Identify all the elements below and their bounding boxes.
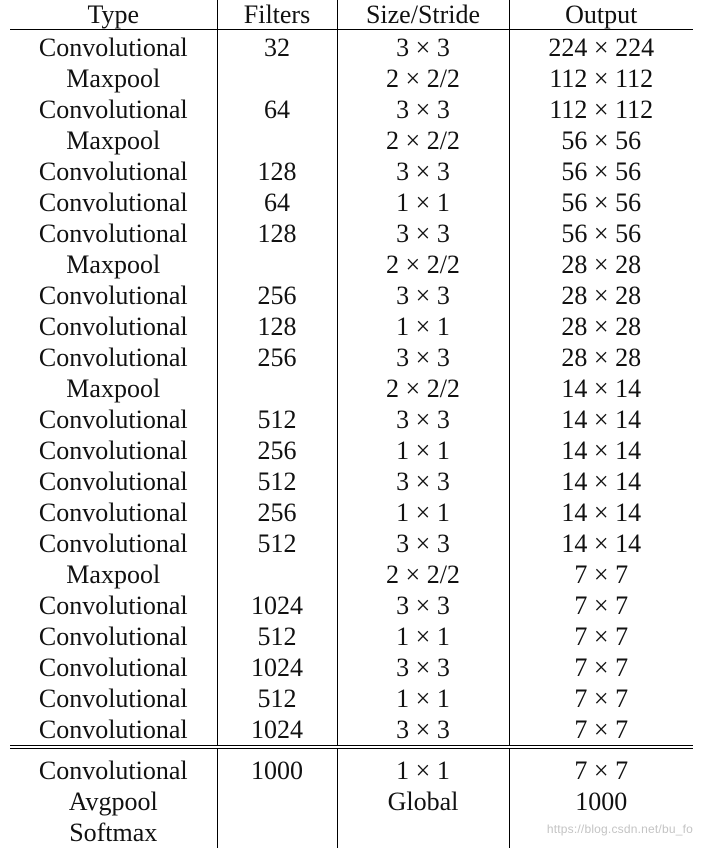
cell-type: Convolutional [38,405,188,434]
cell-type: Maxpool [66,374,161,403]
cell-type: Convolutional [38,188,188,217]
table-row [10,280,693,311]
header-output: Output [509,0,693,30]
watermark-text: https://blog.csdn.net/bu_fo [546,822,693,836]
table-row [10,714,693,747]
table-row [10,218,693,249]
cell-type: Convolutional [38,684,188,713]
cell-filters: 512 [217,404,337,435]
cell-output: 14 × 14 [509,404,693,435]
table-row [10,156,693,187]
cell-output: 14 × 14 [509,435,693,466]
cell-output: 28 × 28 [509,342,693,373]
cell-filters: 128 [217,218,337,249]
table-body-main [10,30,693,748]
cell-output: 56 × 56 [509,187,693,218]
cell-output: 14 × 14 [509,373,693,404]
cell-size-stride: 3 × 3 [337,714,509,747]
table-row [10,435,693,466]
cell-size-stride [337,817,509,848]
cell-type: Convolutional [38,529,188,558]
architecture-table [10,0,693,848]
cell-size-stride: 1 × 1 [337,497,509,528]
cell-output: 7 × 7 [509,559,693,590]
cell-output: 112 × 112 [509,63,693,94]
cell-size-stride: 1 × 1 [337,621,509,652]
cell-output: 28 × 28 [509,280,693,311]
cell-filters: 32 [217,30,337,64]
cell-output: 28 × 28 [509,311,693,342]
cell-type: Convolutional [38,498,188,527]
cell-filters: 128 [217,156,337,187]
cell-size-stride: 3 × 3 [337,404,509,435]
table-row [10,94,693,125]
cell-type: Avgpool [68,787,158,816]
cell-output: 14 × 14 [509,466,693,497]
table-row [10,528,693,559]
cell-size-stride: 1 × 1 [337,187,509,218]
table-row [10,683,693,714]
cell-output: 7 × 7 [509,747,693,786]
cell-filters: 256 [217,342,337,373]
cell-type: Convolutional [38,312,188,341]
cell-type: Convolutional [38,653,188,682]
table-row [10,621,693,652]
cell-size-stride: 3 × 3 [337,94,509,125]
cell-size-stride: 3 × 3 [337,342,509,373]
cell-size-stride: 3 × 3 [337,590,509,621]
table-row [10,30,693,64]
cell-size-stride: 3 × 3 [337,280,509,311]
cell-size-stride: 3 × 3 [337,218,509,249]
cell-type: Convolutional [38,219,188,248]
cell-filters: 512 [217,621,337,652]
table-row [10,559,693,590]
cell-filters [217,559,337,590]
cell-size-stride: 2 × 2/2 [337,559,509,590]
cell-filters: 256 [217,497,337,528]
table-row [10,590,693,621]
cell-type: Maxpool [66,126,161,155]
cell-output: 56 × 56 [509,156,693,187]
cell-output: 28 × 28 [509,249,693,280]
cell-type: Convolutional [38,281,188,310]
cell-filters [217,373,337,404]
cell-size-stride: 1 × 1 [337,747,509,786]
header-filters: Filters [217,0,337,30]
cell-output: 7 × 7 [509,621,693,652]
cell-filters [217,125,337,156]
cell-type: Maxpool [66,64,161,93]
cell-filters [217,249,337,280]
cell-output: 1000 [509,786,693,817]
cell-output: 112 × 112 [509,94,693,125]
cell-output: 14 × 14 [509,497,693,528]
table-row [10,652,693,683]
cell-output: 7 × 7 [509,652,693,683]
table-row [10,249,693,280]
cell-filters: 1000 [217,747,337,786]
architecture-table-container [10,0,693,848]
table-header [10,0,693,30]
cell-type: Convolutional [10,747,217,786]
cell-type: Convolutional [38,436,188,465]
table-row [10,747,693,786]
cell-output: 7 × 7 [509,590,693,621]
table-row [10,125,693,156]
cell-filters: 256 [217,280,337,311]
cell-filters [217,817,337,848]
cell-output: 56 × 56 [509,125,693,156]
header-size-stride: Size/Stride [337,0,509,30]
table-row [10,187,693,218]
cell-size-stride: Global [337,786,509,817]
cell-type: Softmax [69,818,158,847]
table-row [10,466,693,497]
cell-size-stride: 2 × 2/2 [337,125,509,156]
cell-filters [217,63,337,94]
cell-filters: 1024 [217,714,337,747]
cell-output: 7 × 7 [509,714,693,747]
cell-type: Maxpool [66,250,161,279]
cell-type: Convolutional [38,591,188,620]
cell-type: Convolutional [38,343,188,372]
cell-filters [217,786,337,817]
cell-type: Convolutional [38,715,188,744]
cell-type: Convolutional [38,622,188,651]
cell-size-stride: 2 × 2/2 [337,63,509,94]
cell-output: 56 × 56 [509,218,693,249]
cell-filters: 1024 [217,590,337,621]
header-type: Type [10,0,217,30]
header-row [10,0,693,30]
cell-size-stride: 2 × 2/2 [337,373,509,404]
cell-size-stride: 3 × 3 [337,156,509,187]
cell-type: Convolutional [38,33,188,62]
cell-filters: 64 [217,94,337,125]
cell-size-stride: 3 × 3 [337,528,509,559]
cell-output: 14 × 14 [509,528,693,559]
cell-size-stride: 3 × 3 [337,652,509,683]
cell-size-stride: 3 × 3 [337,466,509,497]
cell-filters: 1024 [217,652,337,683]
cell-type: Convolutional [38,467,188,496]
cell-type: Convolutional [38,95,188,124]
cell-filters: 512 [217,683,337,714]
cell-size-stride: 1 × 1 [337,311,509,342]
table-row [10,786,693,817]
cell-output: 7 × 7 [509,683,693,714]
cell-filters: 64 [217,187,337,218]
cell-output: 224 × 224 [509,30,693,64]
table-row [10,373,693,404]
cell-size-stride: 1 × 1 [337,683,509,714]
table-row [10,63,693,94]
table-row [10,311,693,342]
table-row [10,342,693,373]
table-row [10,497,693,528]
cell-filters: 256 [217,435,337,466]
cell-filters: 128 [217,311,337,342]
cell-filters: 512 [217,528,337,559]
cell-filters: 512 [217,466,337,497]
table-row [10,404,693,435]
cell-type: Maxpool [66,560,161,589]
cell-size-stride: 3 × 3 [337,30,509,64]
cell-size-stride: 1 × 1 [337,435,509,466]
cell-type: Convolutional [38,157,188,186]
cell-size-stride: 2 × 2/2 [337,249,509,280]
